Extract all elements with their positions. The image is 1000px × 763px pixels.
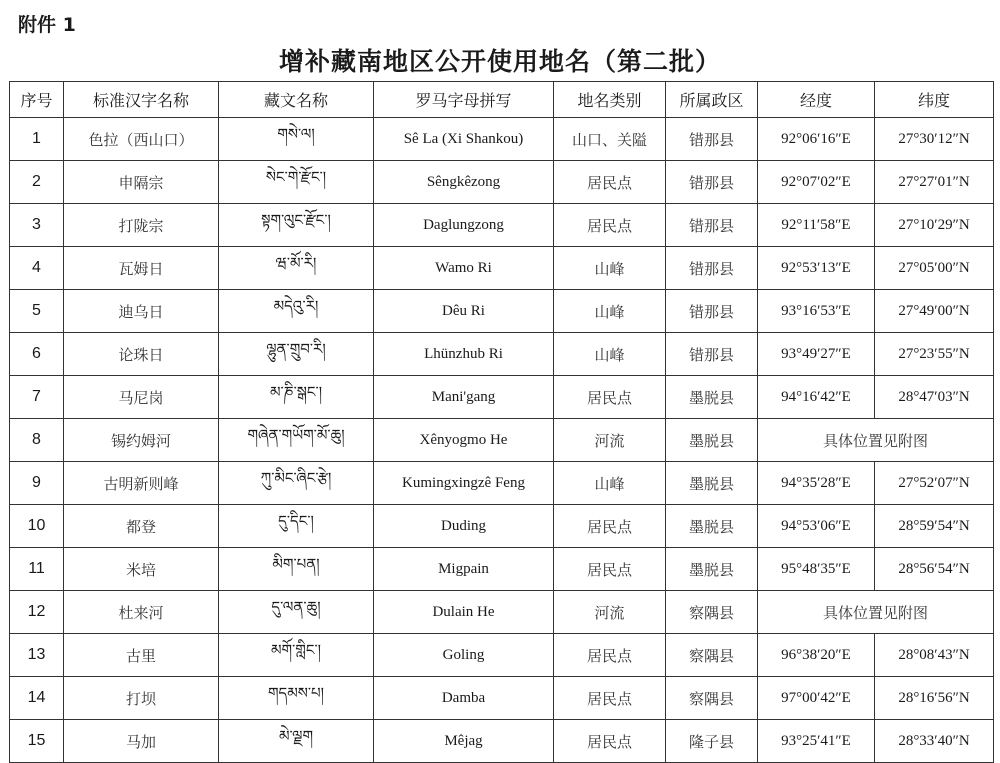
- cell-longitude: 93°25′41″E: [758, 720, 875, 763]
- cell-roman: Dulain He: [374, 591, 554, 634]
- cell-chinese-name: 杜来河: [64, 591, 219, 634]
- cell-longitude: 94°16′42″E: [758, 376, 875, 419]
- cell-chinese-name: 马加: [64, 720, 219, 763]
- cell-latitude: 28°16′56″N: [875, 677, 994, 720]
- cell-category: 山峰: [554, 290, 666, 333]
- cell-roman: Lhünzhub Ri: [374, 333, 554, 376]
- table-row: [10, 290, 994, 333]
- cell-no: 1: [10, 118, 64, 161]
- cell-tibetan-name: ཀུ་མིང་ཞིང་རྩེ།: [219, 462, 374, 505]
- cell-chinese-name: 米培: [64, 548, 219, 591]
- cell-location-note: 具体位置见附图: [758, 419, 994, 462]
- cell-roman: Sê La (Xi Shankou): [374, 118, 554, 161]
- cell-category: 居民点: [554, 376, 666, 419]
- cell-tibetan-name: དུ་ལན་ཆུ།: [219, 591, 374, 634]
- cell-roman: Duding: [374, 505, 554, 548]
- cell-latitude: 28°08′43″N: [875, 634, 994, 677]
- place-names-table: [9, 81, 994, 763]
- cell-no: 9: [10, 462, 64, 505]
- cell-no: 4: [10, 247, 64, 290]
- cell-roman: Sêngkêzong: [374, 161, 554, 204]
- cell-longitude: 95°48′35″E: [758, 548, 875, 591]
- cell-latitude: 28°33′40″N: [875, 720, 994, 763]
- cell-longitude: 97°00′42″E: [758, 677, 875, 720]
- cell-county: 墨脱县: [666, 505, 758, 548]
- cell-no: 15: [10, 720, 64, 763]
- cell-roman: Goling: [374, 634, 554, 677]
- header-county: 所属政区: [666, 82, 758, 118]
- cell-roman: Wamo Ri: [374, 247, 554, 290]
- cell-latitude: 27°52′07″N: [875, 462, 994, 505]
- cell-longitude: 92°07′02″E: [758, 161, 875, 204]
- cell-category: 居民点: [554, 720, 666, 763]
- cell-county: 错那县: [666, 247, 758, 290]
- cell-no: 2: [10, 161, 64, 204]
- cell-no: 14: [10, 677, 64, 720]
- cell-chinese-name: 论珠日: [64, 333, 219, 376]
- cell-tibetan-name: སྟག་ལུང་རྫོང་།: [219, 204, 374, 247]
- cell-county: 墨脱县: [666, 462, 758, 505]
- cell-tibetan-name: གདམས་པ།: [219, 677, 374, 720]
- cell-latitude: 28°56′54″N: [875, 548, 994, 591]
- table-row: [10, 634, 994, 677]
- cell-chinese-name: 锡约姆河: [64, 419, 219, 462]
- cell-county: 墨脱县: [666, 376, 758, 419]
- cell-county: 察隅县: [666, 634, 758, 677]
- cell-chinese-name: 打坝: [64, 677, 219, 720]
- header-no: 序号: [10, 82, 64, 118]
- cell-longitude: 93°49′27″E: [758, 333, 875, 376]
- table-row: [10, 419, 994, 462]
- cell-county: 错那县: [666, 290, 758, 333]
- header-category: 地名类别: [554, 82, 666, 118]
- cell-county: 墨脱县: [666, 419, 758, 462]
- cell-no: 13: [10, 634, 64, 677]
- cell-tibetan-name: གཞེན་གཡོག་མོ་ཆུ།: [219, 419, 374, 462]
- cell-longitude: 94°35′28″E: [758, 462, 875, 505]
- cell-county: 察隅县: [666, 591, 758, 634]
- cell-no: 3: [10, 204, 64, 247]
- cell-chinese-name: 打陇宗: [64, 204, 219, 247]
- cell-roman: Daglungzong: [374, 204, 554, 247]
- cell-category: 山口、关隘: [554, 118, 666, 161]
- cell-county: 错那县: [666, 118, 758, 161]
- table-row: [10, 505, 994, 548]
- cell-roman: Damba: [374, 677, 554, 720]
- cell-county: 察隅县: [666, 677, 758, 720]
- cell-tibetan-name: མེ་ལྗག: [219, 720, 374, 763]
- cell-roman: Migpain: [374, 548, 554, 591]
- cell-no: 6: [10, 333, 64, 376]
- cell-chinese-name: 瓦姆日: [64, 247, 219, 290]
- cell-category: 居民点: [554, 548, 666, 591]
- cell-chinese-name: 古里: [64, 634, 219, 677]
- cell-chinese-name: 古明新则峰: [64, 462, 219, 505]
- cell-chinese-name: 马尼岗: [64, 376, 219, 419]
- cell-tibetan-name: མགོ་གླིང་།: [219, 634, 374, 677]
- cell-tibetan-name: གསེ་ལ།: [219, 118, 374, 161]
- cell-latitude: 27°23′55″N: [875, 333, 994, 376]
- cell-no: 5: [10, 290, 64, 333]
- cell-roman: Xênyogmo He: [374, 419, 554, 462]
- header-latitude: 纬度: [875, 82, 994, 118]
- cell-latitude: 27°30′12″N: [875, 118, 994, 161]
- cell-no: 7: [10, 376, 64, 419]
- table-row: [10, 376, 994, 419]
- cell-latitude: 27°27′01″N: [875, 161, 994, 204]
- cell-category: 山峰: [554, 333, 666, 376]
- header-tibetan-name: 藏文名称: [219, 82, 374, 118]
- cell-longitude: 94°53′06″E: [758, 505, 875, 548]
- table-row: [10, 462, 994, 505]
- table-row: [10, 204, 994, 247]
- cell-latitude: 27°05′00″N: [875, 247, 994, 290]
- cell-latitude: 27°49′00″N: [875, 290, 994, 333]
- cell-category: 山峰: [554, 247, 666, 290]
- cell-no: 11: [10, 548, 64, 591]
- cell-location-note: 具体位置见附图: [758, 591, 994, 634]
- cell-category: 居民点: [554, 634, 666, 677]
- cell-county: 隆子县: [666, 720, 758, 763]
- table-row: [10, 118, 994, 161]
- cell-category: 居民点: [554, 677, 666, 720]
- cell-no: 10: [10, 505, 64, 548]
- table-row: [10, 548, 994, 591]
- cell-county: 错那县: [666, 161, 758, 204]
- cell-tibetan-name: མིག་པན།: [219, 548, 374, 591]
- cell-chinese-name: 迪乌日: [64, 290, 219, 333]
- cell-longitude: 92°11′58″E: [758, 204, 875, 247]
- attachment-label: 附件 1: [18, 14, 76, 36]
- cell-tibetan-name: དུ་དིང་།: [219, 505, 374, 548]
- cell-no: 12: [10, 591, 64, 634]
- cell-tibetan-name: མདེའུ་རི།: [219, 290, 374, 333]
- cell-county: 错那县: [666, 333, 758, 376]
- cell-county: 墨脱县: [666, 548, 758, 591]
- cell-roman: Mêjag: [374, 720, 554, 763]
- cell-tibetan-name: མ་ཎི་སྒང་།: [219, 376, 374, 419]
- table-row: [10, 677, 994, 720]
- table-row: [10, 161, 994, 204]
- cell-category: 河流: [554, 419, 666, 462]
- cell-category: 居民点: [554, 204, 666, 247]
- cell-longitude: 92°53′13″E: [758, 247, 875, 290]
- table-row: [10, 591, 994, 634]
- cell-no: 8: [10, 419, 64, 462]
- cell-roman: Dêu Ri: [374, 290, 554, 333]
- cell-latitude: 28°59′54″N: [875, 505, 994, 548]
- table-body: [10, 118, 994, 763]
- table-header-row: [10, 82, 994, 118]
- cell-roman: Mani'gang: [374, 376, 554, 419]
- cell-latitude: 28°47′03″N: [875, 376, 994, 419]
- header-roman: 罗马字母拼写: [374, 82, 554, 118]
- cell-chinese-name: 色拉（西山口）: [64, 118, 219, 161]
- cell-county: 错那县: [666, 204, 758, 247]
- cell-category: 居民点: [554, 505, 666, 548]
- page-title: 增补藏南地区公开使用地名（第二批）: [278, 47, 721, 76]
- cell-chinese-name: 都登: [64, 505, 219, 548]
- cell-tibetan-name: ཝ་མོ་རི།: [219, 247, 374, 290]
- header-longitude: 经度: [758, 82, 875, 118]
- header-chinese-name: 标准汉字名称: [64, 82, 219, 118]
- cell-longitude: 93°16′53″E: [758, 290, 875, 333]
- cell-roman: Kumingxingzê Feng: [374, 462, 554, 505]
- table-row: [10, 333, 994, 376]
- cell-chinese-name: 申隔宗: [64, 161, 219, 204]
- cell-longitude: 92°06′16″E: [758, 118, 875, 161]
- cell-category: 河流: [554, 591, 666, 634]
- table-row: [10, 247, 994, 290]
- cell-tibetan-name: སེང་གེ་རྫོང་།: [219, 161, 374, 204]
- table-row: [10, 720, 994, 763]
- cell-longitude: 96°38′20″E: [758, 634, 875, 677]
- cell-latitude: 27°10′29″N: [875, 204, 994, 247]
- cell-category: 山峰: [554, 462, 666, 505]
- cell-tibetan-name: ལྷུན་གྲུབ་རི།: [219, 333, 374, 376]
- cell-category: 居民点: [554, 161, 666, 204]
